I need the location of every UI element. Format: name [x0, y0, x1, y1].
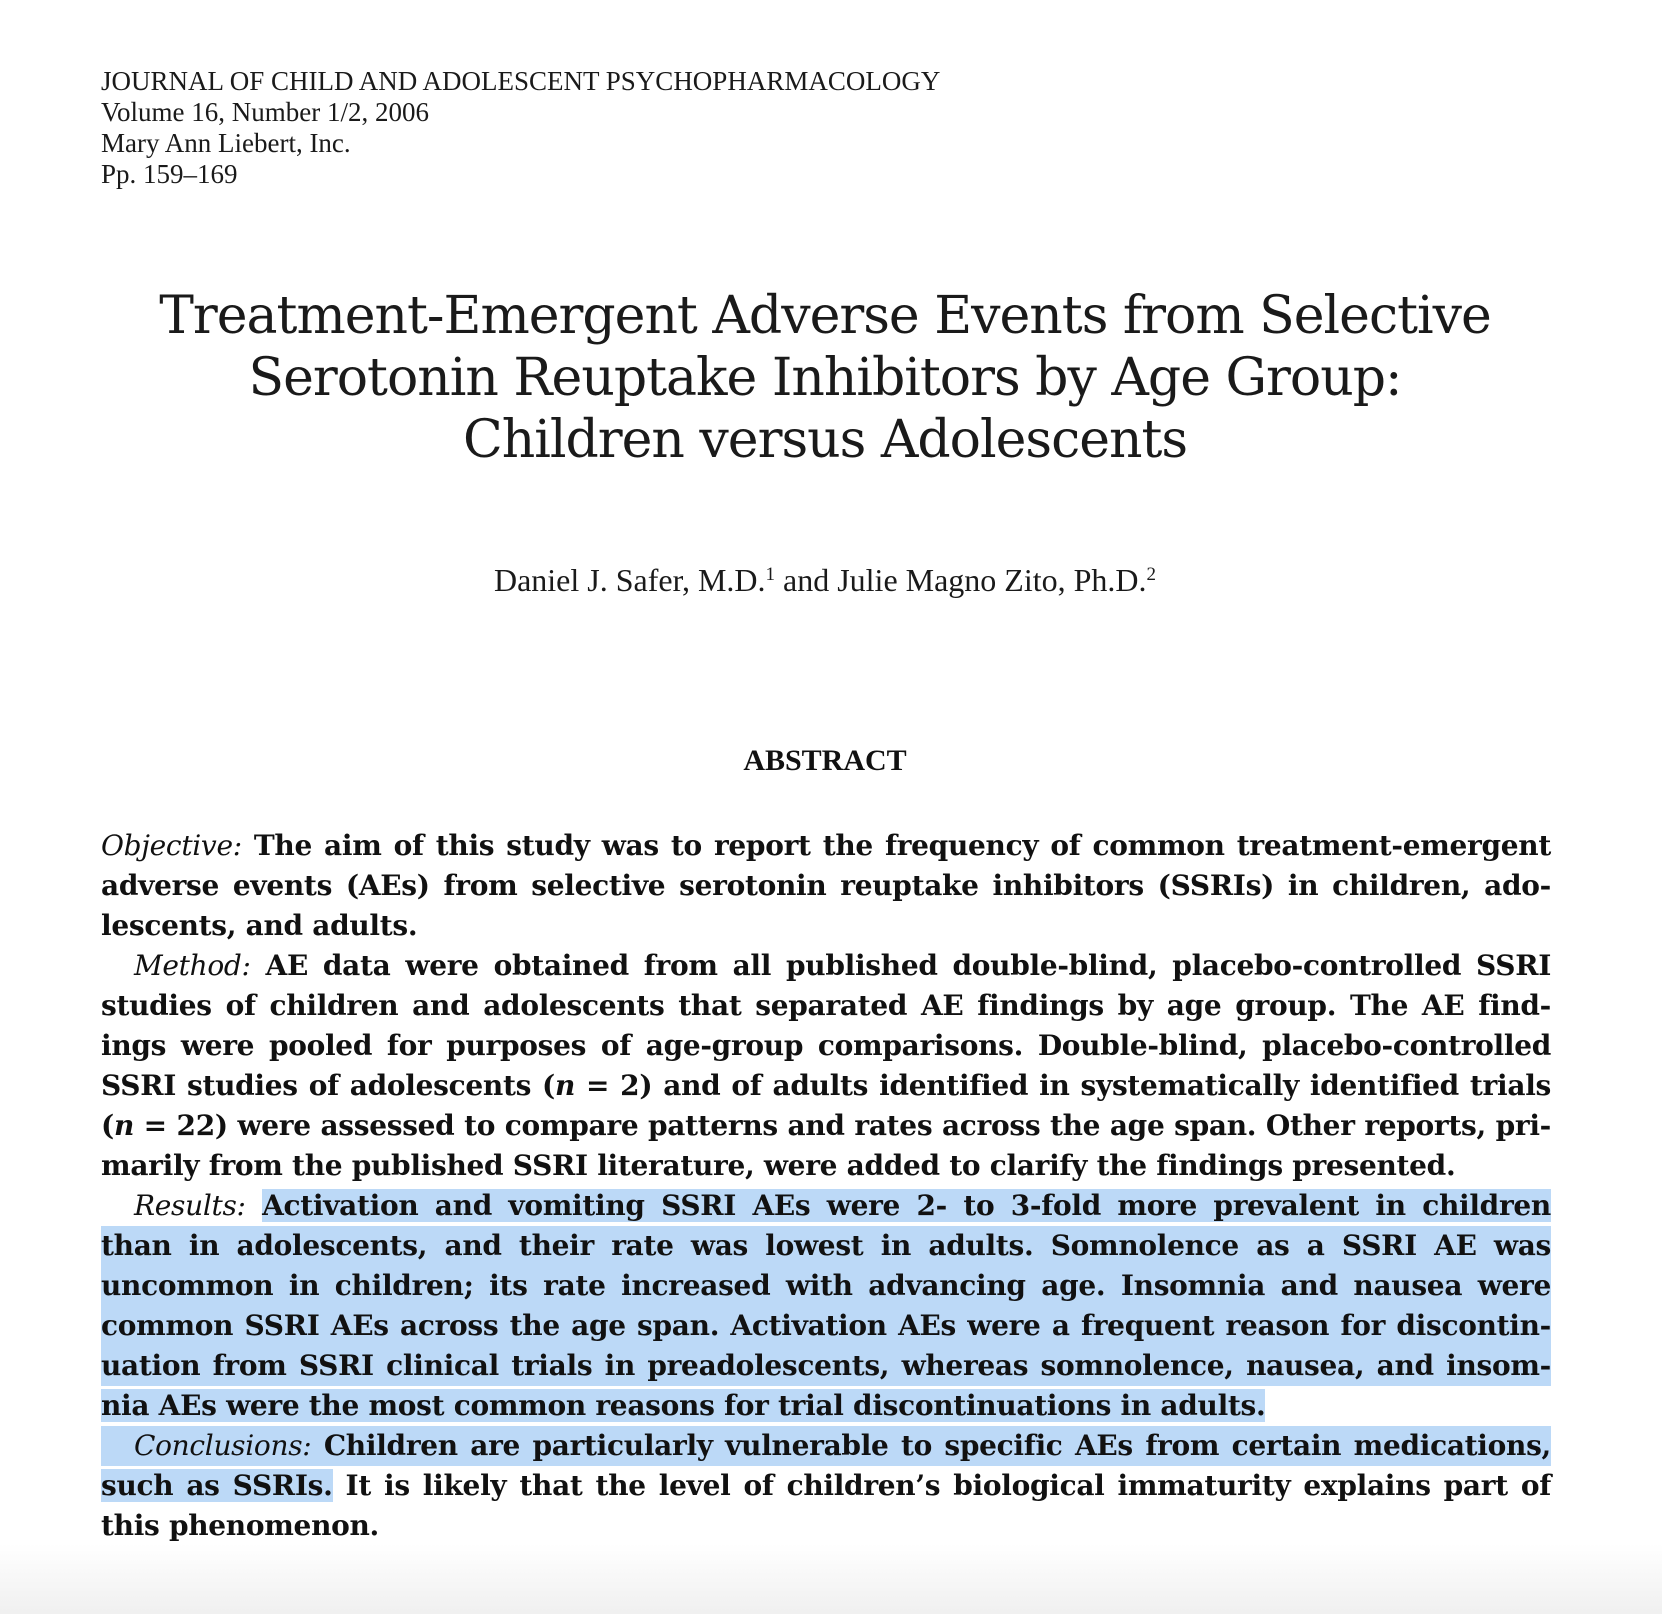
method-label: Method: [134, 949, 251, 982]
title-line-2: Serotonin Reuptake Inhibitors by Age Group: [248, 348, 1402, 408]
journal-header [101, 66, 940, 190]
abstract-body[interactable] [101, 826, 1551, 1546]
conclusions-label: Conclusions: [134, 1429, 312, 1462]
author-2: Julie Magno Zito, Ph.D. [837, 562, 1147, 598]
results-label: Results: [134, 1189, 246, 1222]
selected-text[interactable]: than in adolescents, and their rate was lowest in adults. Somnolence as a SSRI AE was [101, 1226, 1551, 1266]
results-line[interactable] [101, 1386, 1551, 1426]
selected-text[interactable]: Activation and vomiting SSRI AEs were 2- to 3-fold more prevalent in children [262, 1189, 1551, 1222]
results-line[interactable] [101, 1186, 1551, 1226]
objective-line[interactable]: Objective: The aim of this study was to report the frequency of common treatment-emergent [101, 829, 1551, 862]
conclusions-line[interactable]: Conclusions: Children are particularly vulnerable to specific AEs from certain medications, [101, 1426, 1551, 1466]
title-line-3: Children versus Adolescents [462, 410, 1188, 470]
viewer-bottom-edge [0, 1544, 1662, 1614]
journal-pages: Pp. 159–169 [101, 159, 238, 189]
method-line[interactable]: studies of children and adolescents that separated AE findings by age group. The AE find- [101, 989, 1551, 1022]
author-2-affiliation: 2 [1146, 564, 1157, 585]
selected-text[interactable]: such as SSRIs. [101, 1469, 333, 1502]
author-1: Daniel J. Safer, M.D. [493, 562, 766, 598]
method-line[interactable]: SSRI studies of adolescents (n = 2) and of adults identified in systematically identified trials [101, 1069, 1551, 1102]
author-1-affiliation: 1 [765, 564, 775, 585]
abstract-heading: ABSTRACT [743, 744, 907, 777]
conclusions-line[interactable]: this phenomenon. [101, 1509, 380, 1542]
journal-volume: Volume 16, Number 1/2, 2006 [101, 97, 429, 127]
selected-text[interactable]: uncommon in children; its rate increased with advancing age. Insomnia and nausea were [101, 1266, 1551, 1306]
objective-line[interactable]: adverse events (AEs) from selective serotonin reuptake inhibitors (SSRIs) in children, ado- [101, 869, 1551, 902]
title-line-1: Treatment-Emergent Adverse Events from Selective [159, 286, 1491, 346]
journal-name: JOURNAL OF CHILD AND ADOLESCENT PSYCHOPHARMACOLOGY [101, 66, 941, 96]
conclusions-line[interactable]: such as SSRIs. It is likely that the level of children’s biological immaturity explains part of [101, 1469, 1551, 1502]
selected-text[interactable]: common SSRI AEs across the age span. Activation AEs were a frequent reason for discontin- [101, 1306, 1551, 1346]
journal-publisher: Mary Ann Liebert, Inc. [101, 128, 351, 158]
author-conjunction: and [775, 562, 838, 598]
author-list [100, 560, 1550, 600]
method-line[interactable]: (n = 22) were assessed to compare patterns and rates across the age span. Other reports, pri- [101, 1109, 1551, 1142]
objective-label: Objective: [101, 829, 242, 862]
method-line[interactable]: Method: AE data were obtained from all published double-blind, placebo-controlled SSRI [134, 949, 1551, 982]
n-symbol: n [554, 1069, 576, 1102]
method-line[interactable]: ings were pooled for purposes of age-group comparisons. Double-blind, placebo-controlled [101, 1029, 1551, 1062]
n-symbol: n [113, 1109, 135, 1142]
selected-text[interactable]: uation from SSRI clinical trials in preadolescents, whereas somnolence, nausea, and insom- [101, 1346, 1551, 1386]
objective-line[interactable]: lescents, and adults. [101, 909, 418, 942]
method-line[interactable]: marily from the published SSRI literature, were added to clarify the findings presented. [101, 1149, 1456, 1182]
article-title [100, 285, 1550, 471]
selected-text[interactable]: nia AEs were the most common reasons for trial discontinuations in adults. [101, 1389, 1266, 1422]
